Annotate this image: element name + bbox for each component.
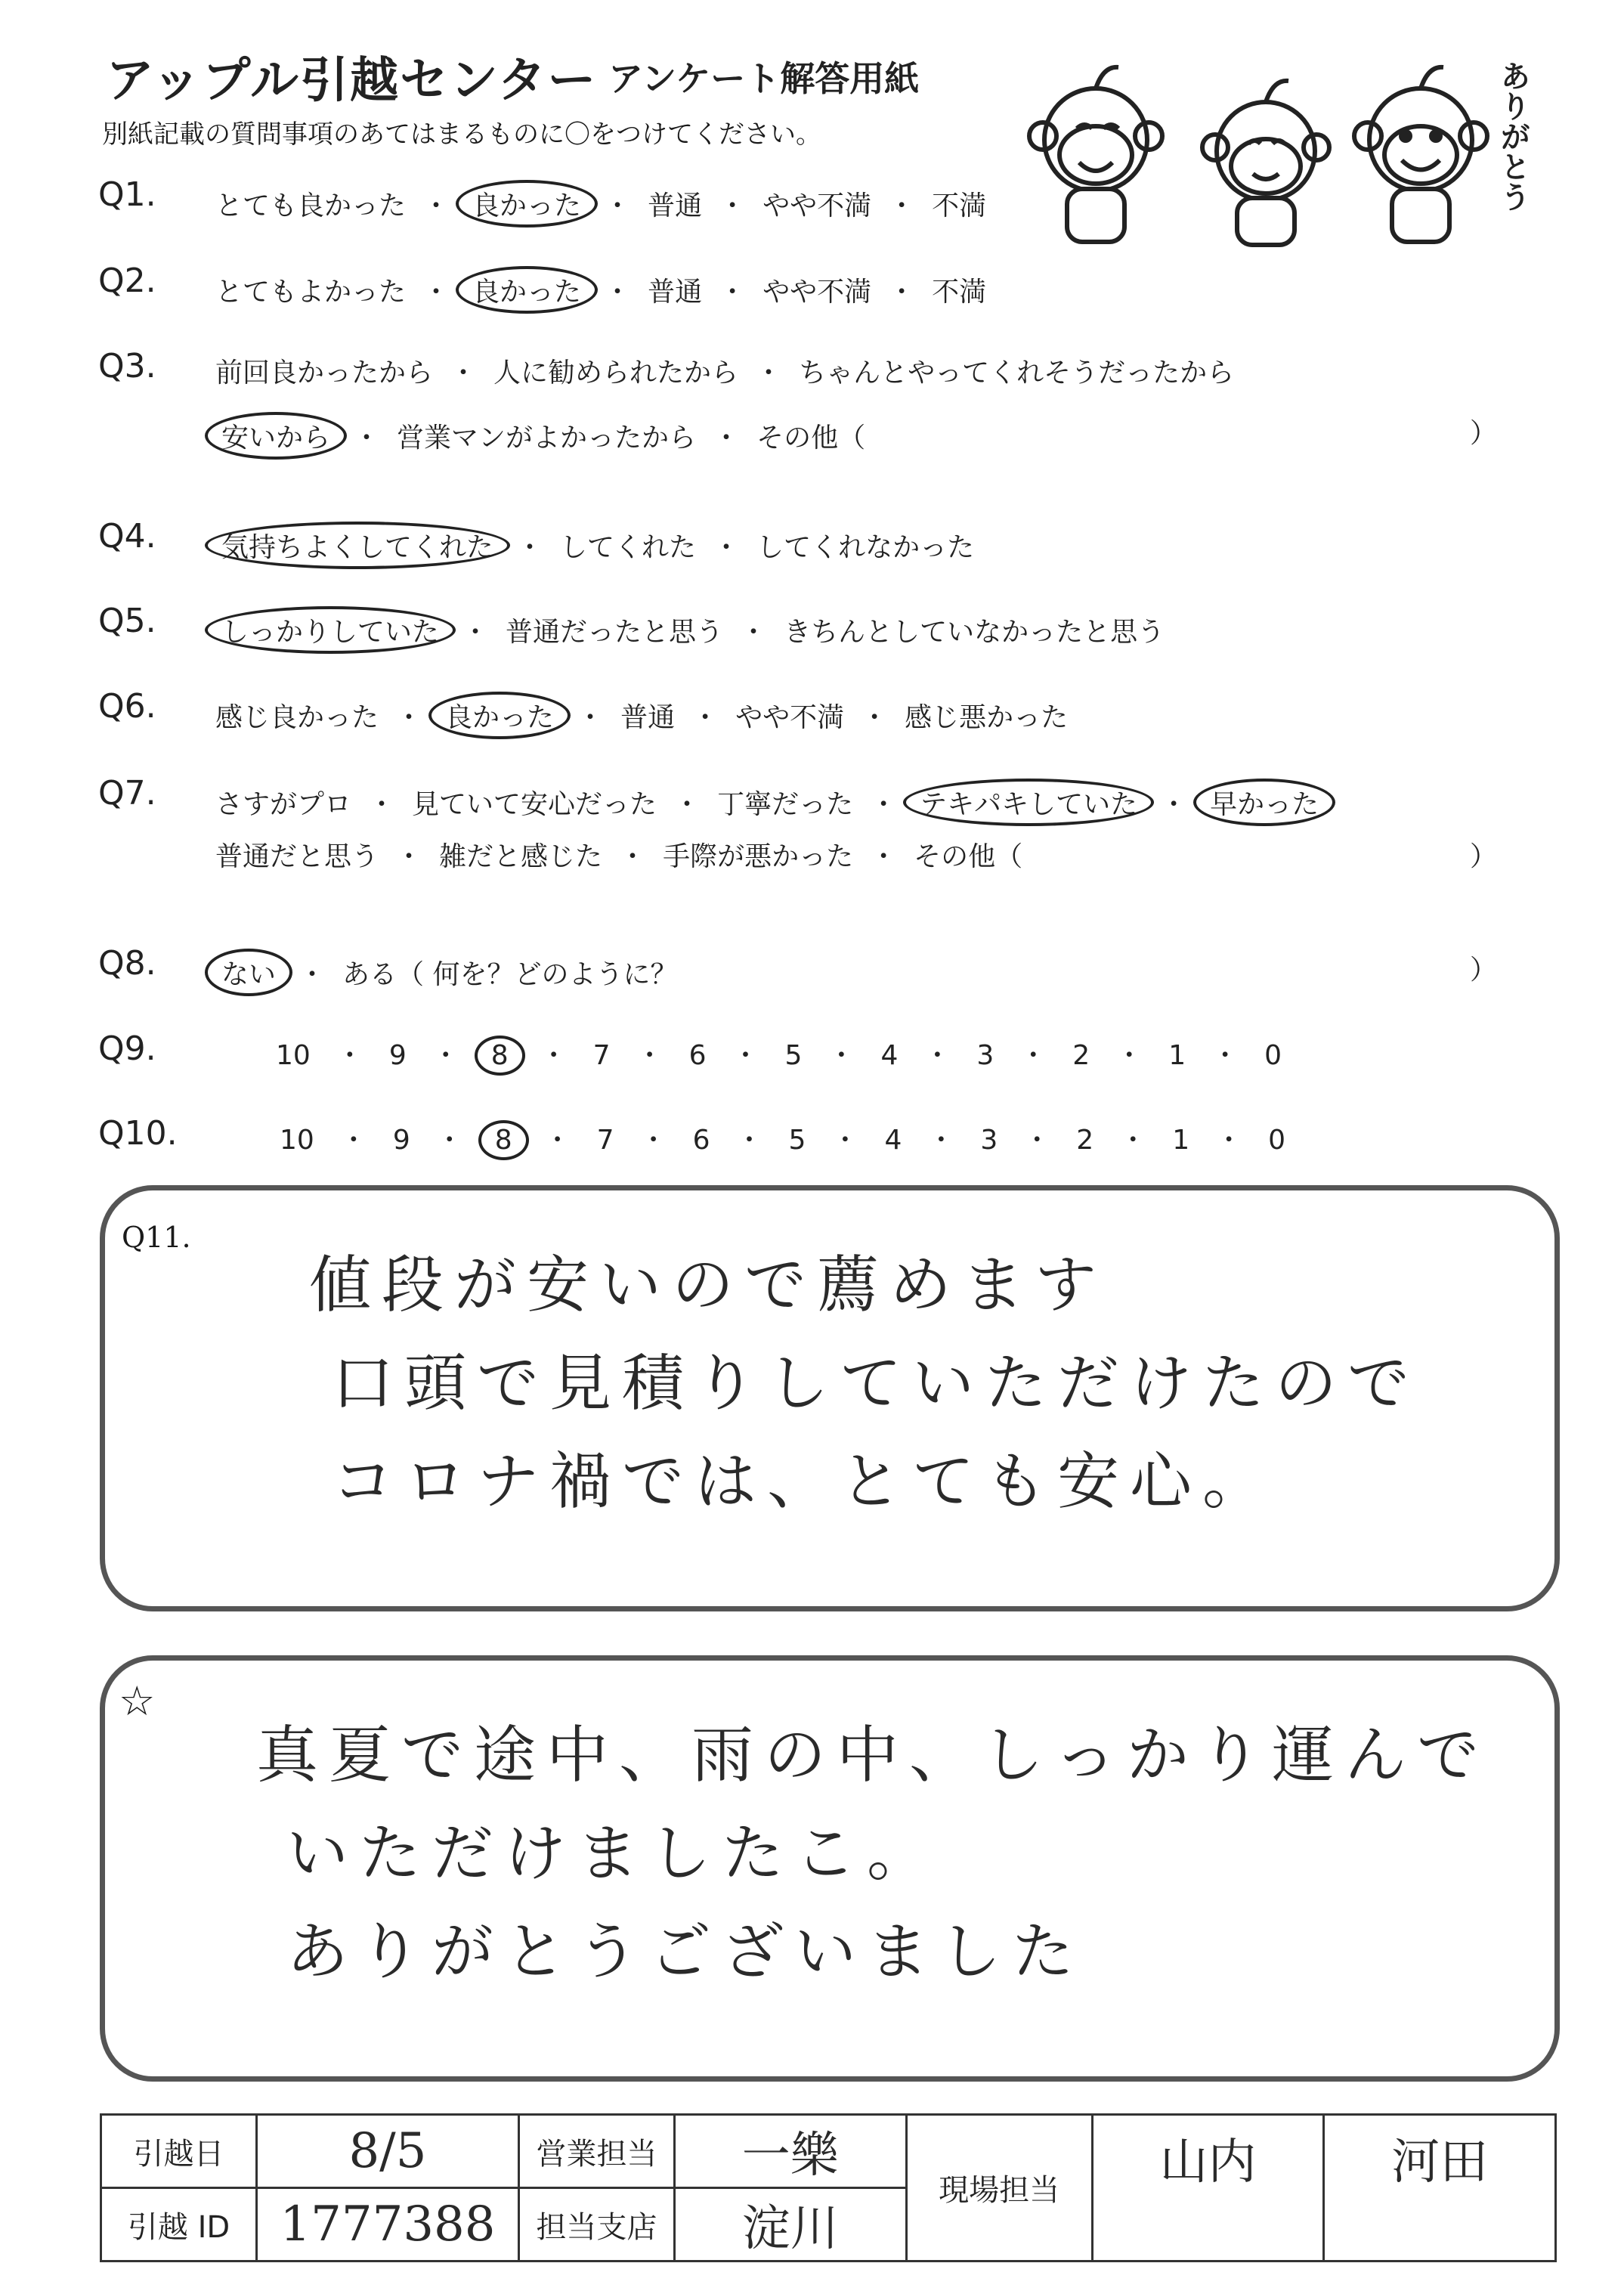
option[interactable]: きちんとしていなかったと思う xyxy=(784,617,1165,648)
option[interactable]: 普通 xyxy=(648,190,703,221)
separator: ・ xyxy=(735,1125,763,1156)
separator: ・ xyxy=(713,532,741,563)
option[interactable]: やや不満 xyxy=(763,277,872,308)
option-selected[interactable]: 8 xyxy=(478,1120,529,1160)
separator: ・ xyxy=(888,277,916,308)
question-label: Q5. xyxy=(98,602,156,640)
separator: ・ xyxy=(1215,1125,1243,1156)
options-row xyxy=(215,266,986,314)
option[interactable]: 5 xyxy=(784,1040,803,1071)
info-table xyxy=(100,2113,1557,2262)
option[interactable]: 10 xyxy=(276,1040,311,1071)
options-row xyxy=(215,351,1234,390)
separator: ・ xyxy=(888,190,916,221)
question-label: Q8. xyxy=(98,944,156,983)
moving-id-value: 1777388 xyxy=(257,2188,519,2261)
option[interactable]: 前回良かったから xyxy=(215,358,434,389)
site-staff-1: 山内 xyxy=(1092,2115,1324,2261)
question-label: Q10. xyxy=(98,1114,178,1153)
comment-line-2: いただけましたこ。 xyxy=(286,1818,940,1890)
separator: ・ xyxy=(435,1125,463,1156)
option-selected[interactable]: 良かった xyxy=(456,180,598,228)
option[interactable]: 不満 xyxy=(932,190,987,221)
option[interactable]: 営業マンがよかったから xyxy=(397,423,697,454)
separator: ・ xyxy=(368,789,396,820)
separator: ・ xyxy=(870,841,898,872)
separator: ・ xyxy=(740,617,768,648)
site-staff-2: 河田 xyxy=(1324,2115,1556,2261)
additional-comment-box xyxy=(100,1655,1560,2082)
separator: ・ xyxy=(336,1040,363,1071)
star-label: ☆ xyxy=(119,1677,156,1725)
options-row xyxy=(215,606,1165,654)
q11-comment-box xyxy=(100,1185,1560,1611)
separator: ・ xyxy=(639,1125,667,1156)
option[interactable]: 普通だと思う xyxy=(215,841,379,872)
options-row xyxy=(215,180,986,228)
instruction-text: 別紙記載の質問事項のあてはまるものに〇をつけてください。 xyxy=(102,119,821,150)
branch-label: 担当支店 xyxy=(518,2188,674,2261)
option[interactable]: 0 xyxy=(1264,1040,1282,1071)
sales-label: 営業担当 xyxy=(518,2115,674,2188)
option[interactable]: 2 xyxy=(1076,1125,1094,1156)
option[interactable]: してくれなかった xyxy=(756,532,975,563)
question-label: Q9. xyxy=(98,1029,156,1068)
separator: ・ xyxy=(713,423,741,454)
option[interactable]: 4 xyxy=(880,1040,899,1071)
options-row xyxy=(215,835,1022,874)
option[interactable]: 不満 xyxy=(932,277,987,308)
closing-paren: ） xyxy=(1470,418,1498,449)
separator: ・ xyxy=(1211,1040,1239,1071)
option[interactable]: 10 xyxy=(280,1125,314,1156)
separator: ・ xyxy=(927,1125,955,1156)
option[interactable]: 3 xyxy=(980,1125,998,1156)
separator: ・ xyxy=(1115,1040,1143,1071)
separator: ・ xyxy=(719,277,747,308)
company-name: アップル引越センター xyxy=(106,53,598,109)
options-row xyxy=(276,1034,1282,1076)
separator: ・ xyxy=(422,277,450,308)
separator: ・ xyxy=(540,1040,568,1071)
option[interactable]: 普通だったと思う xyxy=(506,617,724,648)
separator: ・ xyxy=(1119,1125,1147,1156)
separator: ・ xyxy=(673,789,701,820)
option[interactable]: 感じ悪かった xyxy=(905,702,1069,733)
option-selected[interactable]: しっかりしていた xyxy=(205,606,456,654)
separator: ・ xyxy=(732,1040,759,1071)
q11-label: Q11. xyxy=(122,1221,191,1254)
separator: ・ xyxy=(1023,1125,1051,1156)
separator: ・ xyxy=(395,702,423,733)
options-row xyxy=(215,522,974,569)
option[interactable]: 1 xyxy=(1168,1040,1186,1071)
option[interactable]: 普通 xyxy=(620,702,676,733)
option-selected[interactable]: 早かった xyxy=(1193,779,1335,826)
separator: ・ xyxy=(543,1125,571,1156)
separator: ・ xyxy=(299,959,326,990)
option[interactable]: 2 xyxy=(1072,1040,1090,1071)
separator: ・ xyxy=(755,358,783,389)
monkey-middle xyxy=(1202,81,1329,245)
moving-id-label: 引越 ID xyxy=(101,2188,257,2261)
option-selected[interactable]: 気持ちよくしてくれた xyxy=(205,522,510,569)
option[interactable]: 9 xyxy=(392,1125,410,1156)
separator: ・ xyxy=(636,1040,664,1071)
question-label: Q2. xyxy=(98,262,156,300)
option[interactable]: 0 xyxy=(1268,1125,1286,1156)
option[interactable]: 5 xyxy=(788,1125,806,1156)
options-row xyxy=(280,1119,1285,1160)
options-row xyxy=(215,949,677,996)
separator: ・ xyxy=(450,358,478,389)
moving-date-label: 引越日 xyxy=(101,2115,257,2188)
closing-paren: ） xyxy=(1470,841,1498,872)
option[interactable]: その他（ xyxy=(756,423,866,454)
separator: ・ xyxy=(831,1125,859,1156)
option[interactable]: さすがプロ xyxy=(215,789,352,820)
separator: ・ xyxy=(462,617,490,648)
option[interactable]: 7 xyxy=(596,1125,614,1156)
options-row xyxy=(215,412,865,460)
option[interactable]: 4 xyxy=(884,1125,902,1156)
q11-line-1: 値段が安いので薦めます xyxy=(309,1249,1108,1321)
option[interactable]: 見ていて安心だった xyxy=(412,789,657,820)
option-selected[interactable]: テキパキしていた xyxy=(903,779,1154,826)
option[interactable]: 3 xyxy=(976,1040,995,1071)
option[interactable]: 感じ良かった xyxy=(215,702,379,733)
comment-line-3: ありがとうございました xyxy=(286,1916,1085,1988)
site-staff-label: 現場担当 xyxy=(906,2115,1092,2261)
comment-line-1: 真夏で途中、雨の中、しっかり運んで xyxy=(256,1720,1490,1791)
option[interactable]: 1 xyxy=(1172,1125,1190,1156)
question-label: Q1. xyxy=(98,175,156,214)
separator: ・ xyxy=(1160,789,1188,820)
option[interactable]: その他（ xyxy=(914,841,1023,872)
mascot-illustration xyxy=(1013,30,1542,249)
question-label: Q6. xyxy=(98,687,156,726)
separator: ・ xyxy=(577,702,605,733)
separator: ・ xyxy=(422,190,450,221)
option[interactable]: 雑だと感じた xyxy=(439,841,603,872)
option[interactable]: してくれた xyxy=(560,532,697,563)
option-selected[interactable]: 良かった xyxy=(428,692,571,739)
separator: ・ xyxy=(395,841,423,872)
q11-line-2: 口頭で見積りしていただけたので xyxy=(332,1348,1421,1419)
monkey-right xyxy=(1354,67,1487,242)
separator: ・ xyxy=(923,1040,951,1071)
options-row xyxy=(215,779,1325,826)
option-selected[interactable]: 8 xyxy=(475,1036,525,1076)
options-row xyxy=(215,692,1068,739)
separator: ・ xyxy=(861,702,889,733)
sales-value: 一樂 xyxy=(674,2115,906,2188)
option[interactable]: 普通 xyxy=(648,277,703,308)
option[interactable]: とても良かった xyxy=(215,190,407,221)
separator: ・ xyxy=(827,1040,855,1071)
separator: ・ xyxy=(353,423,381,454)
q11-line-3: コロナ禍では、とても安心。 xyxy=(332,1446,1276,1518)
option[interactable]: ある（ 何を？どのように？ xyxy=(342,959,678,990)
option[interactable]: 人に勧められたから xyxy=(493,358,739,389)
separator: ・ xyxy=(619,841,647,872)
separator: ・ xyxy=(339,1125,367,1156)
separator: ・ xyxy=(691,702,719,733)
option[interactable]: 手際が悪かった xyxy=(663,841,854,872)
question-label: Q7. xyxy=(98,774,156,813)
option[interactable]: やや不満 xyxy=(763,190,872,221)
option-selected[interactable]: 安いから xyxy=(205,412,347,460)
separator: ・ xyxy=(432,1040,459,1071)
option[interactable]: とてもよかった xyxy=(215,277,407,308)
option[interactable]: 7 xyxy=(592,1040,611,1071)
separator: ・ xyxy=(604,277,632,308)
option[interactable]: やや不満 xyxy=(735,702,845,733)
separator: ・ xyxy=(1019,1040,1047,1071)
branch-value: 淀川 xyxy=(674,2188,906,2261)
closing-paren: ） xyxy=(1470,955,1498,986)
option[interactable]: 6 xyxy=(692,1125,710,1156)
form-title: アンケート解答用紙 xyxy=(608,58,920,99)
option[interactable]: 6 xyxy=(688,1040,707,1071)
separator: ・ xyxy=(870,789,898,820)
option-selected[interactable]: ない xyxy=(205,949,292,996)
question-label: Q4. xyxy=(98,517,156,556)
separator: ・ xyxy=(604,190,632,221)
option-selected[interactable]: 良かった xyxy=(456,266,598,314)
option[interactable]: 9 xyxy=(388,1040,407,1071)
option[interactable]: ちゃんとやってくれそうだったから xyxy=(799,358,1235,389)
separator: ・ xyxy=(719,190,747,221)
mascot-thanks-text: ありがとう xyxy=(1496,60,1530,212)
separator: ・ xyxy=(516,532,544,563)
moving-date-value: 8/5 xyxy=(257,2115,519,2188)
question-label: Q3. xyxy=(98,347,156,385)
option[interactable]: 丁寧だった xyxy=(717,789,854,820)
monkey-left xyxy=(1029,67,1162,242)
